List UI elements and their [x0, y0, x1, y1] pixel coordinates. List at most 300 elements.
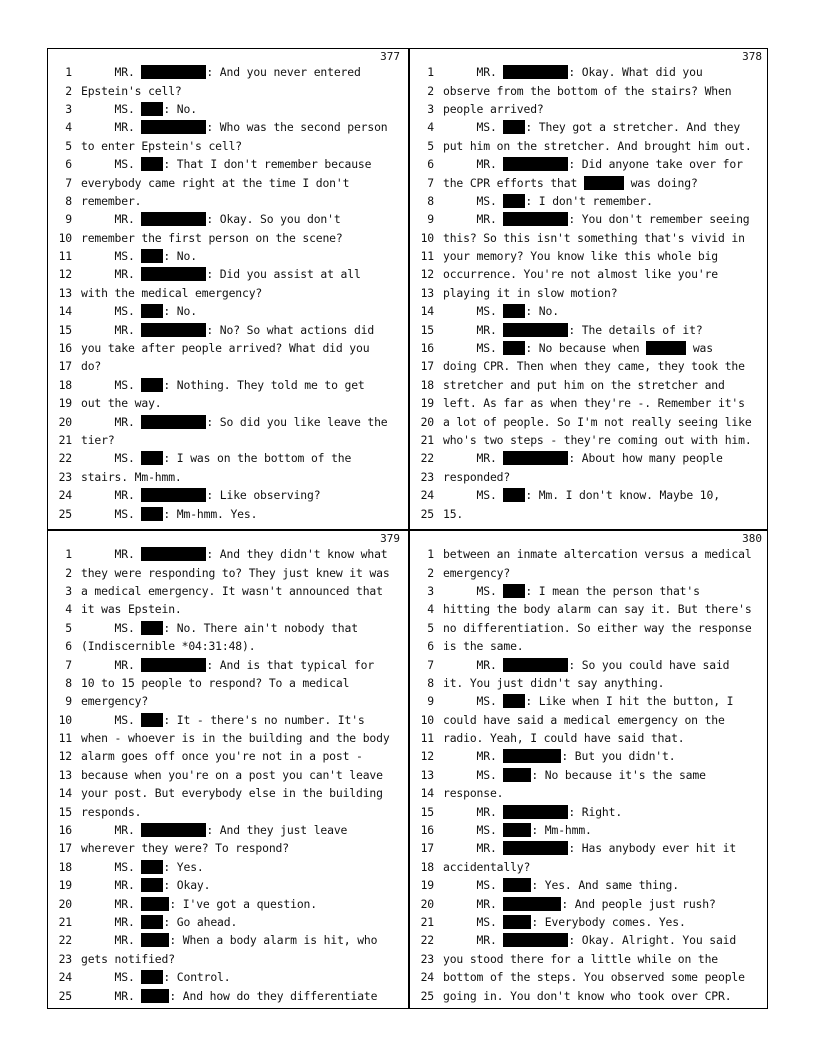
line-text: MS. : No because when was — [443, 341, 713, 356]
transcript-line — [410, 858, 768, 876]
line-text: responds. — [81, 804, 142, 819]
line-number: 17 — [58, 841, 72, 856]
transcript-line — [48, 637, 406, 655]
line-number: 4 — [427, 120, 434, 135]
line-number: 25 — [58, 988, 72, 1003]
line-number: 23 — [420, 469, 434, 484]
transcript-line — [410, 265, 768, 283]
transcript-line — [48, 486, 406, 504]
transcript-line — [48, 449, 406, 467]
redaction-box — [141, 249, 163, 263]
line-text: doing CPR. Then when they came, they took the — [443, 359, 745, 374]
transcript-line — [410, 600, 768, 618]
line-number: 1 — [427, 547, 434, 562]
line-text: MR. : You don't remember seeing — [443, 212, 750, 227]
transcript-line — [48, 137, 406, 155]
line-number: 21 — [58, 433, 72, 447]
transcript-line — [48, 968, 406, 986]
redaction-box — [141, 658, 206, 672]
line-text: MS. : It - there's no number. It's — [81, 712, 365, 727]
redaction-box — [503, 65, 568, 79]
line-number: 19 — [420, 878, 434, 893]
line-number: 14 — [58, 786, 72, 801]
line-text: MR. : Who was the second person — [81, 120, 388, 135]
transcript-page-377 — [48, 49, 406, 527]
line-text: radio. Yeah, I could have said that. — [443, 731, 685, 746]
transcript-line — [410, 302, 768, 320]
redaction-box — [141, 547, 206, 561]
line-text: could have said a medical emergency on the — [443, 712, 725, 727]
transcript-line — [410, 173, 768, 191]
transcript-line — [410, 563, 768, 581]
line-text: MS. : They got a stretcher. And they — [443, 120, 741, 135]
line-number: 10 — [420, 230, 434, 245]
line-number: 17 — [420, 359, 434, 374]
line-number: 21 — [420, 915, 434, 929]
transcript-line — [48, 913, 406, 931]
line-number: 4 — [427, 602, 434, 617]
redaction-box — [503, 694, 525, 708]
redaction-box — [141, 378, 163, 392]
transcript-line — [410, 504, 768, 522]
redaction-box — [141, 621, 163, 635]
transcript-line — [48, 674, 406, 692]
line-number: 15 — [420, 322, 434, 337]
line-number: 25 — [58, 506, 72, 521]
transcript-line — [410, 894, 768, 912]
line-text: put him on the stretcher. And brought him out. — [443, 138, 752, 153]
redaction-box — [503, 841, 568, 855]
line-number: 20 — [58, 896, 72, 911]
line-number: 1 — [65, 547, 72, 562]
line-number: 14 — [58, 304, 72, 319]
transcript-line — [410, 729, 768, 747]
redaction-box — [646, 341, 686, 355]
transcript-line — [48, 747, 406, 765]
line-number: 6 — [427, 639, 434, 654]
line-number: 11 — [58, 249, 72, 264]
line-text: accidentally? — [443, 859, 531, 874]
line-number: 8 — [65, 193, 72, 208]
redaction-box — [141, 488, 206, 502]
line-text: MR. : But you didn't. — [443, 749, 676, 764]
line-text: remember. — [81, 193, 142, 208]
line-text: out the way. — [81, 396, 162, 411]
transcript-line — [48, 265, 406, 283]
transcript-line — [410, 357, 768, 375]
line-text: everybody came right at the time I don't — [81, 175, 350, 190]
transcript-page-379 — [48, 531, 406, 1009]
line-number: 1 — [427, 65, 434, 80]
line-number: 5 — [427, 620, 434, 635]
redaction-box — [141, 915, 163, 929]
line-text: gets notified? — [81, 951, 175, 966]
line-text: MR. : Did you assist at all — [81, 267, 361, 282]
transcript-line — [48, 950, 406, 968]
line-text: MR. : And is that typical for — [81, 657, 375, 672]
redaction-box — [141, 212, 206, 226]
line-text: no differentiation. So either way the response — [443, 620, 752, 635]
page-lines — [48, 63, 406, 523]
line-text: MS. : No. — [81, 101, 197, 116]
transcript-line — [410, 210, 768, 228]
redaction-box — [141, 304, 163, 318]
line-text: MS. : I mean the person that's — [443, 583, 700, 598]
redaction-box — [503, 878, 531, 892]
transcript-line — [410, 931, 768, 949]
transcript-line — [48, 582, 406, 600]
line-text: emergency? — [81, 694, 149, 709]
line-text: MS. : That I don't remember because — [81, 157, 372, 172]
line-number: 16 — [58, 823, 72, 838]
transcript-line — [48, 468, 406, 486]
transcript-line — [48, 412, 406, 430]
line-number: 5 — [427, 138, 434, 153]
line-number: 9 — [65, 212, 72, 227]
transcript-line — [410, 229, 768, 247]
line-text: observe from the bottom of the stairs? When — [443, 83, 732, 98]
transcript-line — [410, 582, 768, 600]
line-number: 5 — [65, 620, 72, 635]
transcript-line — [410, 913, 768, 931]
line-number: 19 — [58, 878, 72, 893]
transcript-line — [48, 247, 406, 265]
line-number: 20 — [420, 896, 434, 911]
redaction-box — [503, 212, 568, 226]
line-number: 14 — [420, 304, 434, 319]
line-text: MR. : And they just leave — [81, 823, 348, 838]
page-lines — [410, 545, 768, 1005]
redaction-box — [141, 860, 163, 874]
transcript-line — [410, 320, 768, 338]
line-number: 1 — [65, 65, 72, 80]
transcript-line — [48, 339, 406, 357]
line-text: MS. : Yes. — [81, 859, 204, 874]
line-text: tier? — [81, 433, 115, 447]
transcript-line — [410, 63, 768, 81]
line-number: 18 — [420, 377, 434, 392]
line-number: 15 — [58, 322, 72, 337]
transcript-line — [48, 986, 406, 1004]
line-number: 15 — [58, 804, 72, 819]
transcript-line — [410, 821, 768, 839]
line-text: your memory? You know like this whole big — [443, 249, 719, 264]
line-number: 4 — [65, 602, 72, 617]
redaction-box — [503, 749, 561, 763]
transcript-line — [410, 431, 768, 449]
line-text: wherever they were? To respond? — [81, 841, 289, 856]
line-number: 18 — [58, 377, 72, 392]
line-text: MR. : So did you like leave the — [81, 414, 388, 429]
line-number: 6 — [65, 157, 72, 172]
redaction-box — [503, 915, 531, 929]
line-text: between an inmate altercation versus a medical — [443, 547, 752, 562]
line-text: MR. : And you never entered — [81, 65, 361, 80]
redaction-box — [141, 157, 163, 171]
line-number: 4 — [65, 120, 72, 135]
redaction-box — [141, 713, 163, 727]
line-text: MR. : When a body alarm is hit, who — [81, 933, 378, 948]
line-text: this? So this isn't something that's vivid in — [443, 230, 745, 245]
redaction-box — [503, 488, 525, 502]
transcript-line — [48, 931, 406, 949]
transcript-line — [48, 192, 406, 210]
line-text: MS. : Control. — [81, 970, 231, 985]
line-text: hitting the body alarm can say it. But there's — [443, 602, 752, 617]
line-number: 19 — [58, 396, 72, 411]
line-number: 22 — [58, 451, 72, 466]
transcript-line — [48, 839, 406, 857]
transcript-line — [48, 210, 406, 228]
line-text: MS. : Everybody comes. Yes. — [443, 915, 686, 929]
transcript-line — [410, 81, 768, 99]
line-number: 9 — [427, 694, 434, 709]
line-number: 7 — [65, 175, 72, 190]
line-number: 23 — [420, 951, 434, 966]
redaction-box — [141, 897, 169, 911]
line-number: 3 — [65, 101, 72, 116]
line-number: 12 — [420, 749, 434, 764]
line-text: MS. : I don't remember. — [443, 193, 653, 208]
transcript-line — [410, 766, 768, 784]
line-number: 3 — [427, 101, 434, 116]
page-lines — [48, 545, 406, 1005]
line-number: 10 — [58, 230, 72, 245]
redaction-box — [503, 323, 568, 337]
transcript-line — [48, 320, 406, 338]
line-text: a lot of people. So I'm not really seeing like — [443, 414, 752, 429]
line-text: occurrence. You're not almost like you're — [443, 267, 719, 282]
transcript-line — [48, 563, 406, 581]
redaction-box — [503, 768, 531, 782]
line-number: 18 — [420, 859, 434, 874]
line-text: 15. — [443, 506, 464, 521]
redaction-box — [503, 194, 525, 208]
line-text: it was Epstein. — [81, 602, 182, 617]
line-number: 10 — [58, 712, 72, 727]
line-text: with the medical emergency? — [81, 285, 263, 300]
line-number: 17 — [58, 359, 72, 374]
transcript-line — [48, 376, 406, 394]
line-number: 17 — [420, 841, 434, 856]
transcript-line — [410, 155, 768, 173]
line-text: MS. : Yes. And same thing. — [443, 878, 679, 893]
line-text: MR. : No? So what actions did — [81, 322, 375, 337]
line-number: 2 — [65, 565, 72, 580]
transcript-line — [48, 802, 406, 820]
redaction-box — [503, 897, 561, 911]
line-text: MR. : Okay. Alright. You said — [443, 933, 737, 948]
redaction-box — [141, 65, 206, 79]
line-text: MR. : Right. — [443, 804, 623, 819]
line-text: MS. : No because it's the same — [443, 767, 706, 782]
line-number: 11 — [58, 731, 72, 746]
transcript-line — [410, 619, 768, 637]
redaction-box — [584, 176, 624, 190]
transcript-line — [410, 486, 768, 504]
line-number: 24 — [420, 970, 434, 985]
line-number: 9 — [427, 212, 434, 227]
redaction-box — [141, 267, 206, 281]
line-number: 22 — [420, 451, 434, 466]
line-text: MR. : And people just rush? — [443, 896, 716, 911]
transcript-line — [48, 766, 406, 784]
redaction-box — [141, 507, 163, 521]
line-number: 6 — [65, 639, 72, 654]
line-number: 2 — [427, 83, 434, 98]
redaction-box — [503, 341, 525, 355]
transcript-page-378 — [410, 49, 768, 527]
page-number: 379 — [380, 532, 400, 545]
transcript-line — [48, 821, 406, 839]
line-number: 22 — [420, 933, 434, 948]
line-text: MR. : Okay. — [81, 878, 211, 893]
line-text: MS. : No. — [81, 249, 197, 264]
line-text: MR. : Okay. So you don't — [81, 212, 341, 227]
line-number: 12 — [420, 267, 434, 282]
transcript-line — [410, 376, 768, 394]
line-number: 13 — [58, 285, 72, 300]
line-number: 7 — [65, 657, 72, 672]
line-text: stretcher and put him on the stretcher and — [443, 377, 725, 392]
transcript-line — [410, 100, 768, 118]
redaction-box — [141, 878, 163, 892]
line-number: 21 — [58, 915, 72, 929]
line-text: MS. : No. — [81, 304, 197, 319]
line-text: left. As far as when they're -. Remember it's — [443, 396, 745, 411]
transcript-line — [48, 155, 406, 173]
line-text: (Indiscernible *04:31:48). — [81, 639, 256, 654]
transcript-line — [410, 545, 768, 563]
line-number: 20 — [58, 414, 72, 429]
transcript-sheet — [47, 48, 768, 1009]
line-number: 20 — [420, 414, 434, 429]
line-number: 22 — [58, 933, 72, 948]
line-number: 23 — [58, 951, 72, 966]
line-number: 19 — [420, 396, 434, 411]
transcript-line — [410, 711, 768, 729]
line-text: stairs. Mm-hmm. — [81, 469, 182, 484]
line-text: a medical emergency. It wasn't announced that — [81, 583, 383, 598]
transcript-line — [410, 247, 768, 265]
line-text: MR. : Did anyone take over for — [443, 157, 743, 172]
transcript-line — [410, 655, 768, 673]
line-number: 5 — [65, 138, 72, 153]
transcript-line — [410, 692, 768, 710]
line-text: is the same. — [443, 639, 524, 654]
line-number: 3 — [427, 583, 434, 598]
line-number: 25 — [420, 506, 434, 521]
page-number: 378 — [742, 50, 762, 63]
line-number: 13 — [58, 767, 72, 782]
redaction-box — [141, 970, 163, 984]
redaction-box — [141, 823, 206, 837]
line-number: 12 — [58, 749, 72, 764]
line-number: 7 — [427, 175, 434, 190]
line-text: emergency? — [443, 565, 511, 580]
transcript-line — [48, 711, 406, 729]
transcript-line — [410, 449, 768, 467]
transcript-line — [410, 137, 768, 155]
transcript-line — [410, 284, 768, 302]
transcript-line — [48, 784, 406, 802]
line-number: 6 — [427, 157, 434, 172]
line-text: who's two steps - they're coming out with him. — [443, 433, 752, 447]
transcript-line — [410, 839, 768, 857]
transcript-line — [410, 468, 768, 486]
transcript-line — [48, 357, 406, 375]
transcript-line — [48, 394, 406, 412]
line-number: 16 — [58, 341, 72, 356]
line-text: you take after people arrived? What did you — [81, 341, 370, 356]
line-number: 23 — [58, 469, 72, 484]
transcript-line — [410, 339, 768, 357]
redaction-box — [503, 304, 525, 318]
redaction-box — [503, 157, 568, 171]
line-number: 25 — [420, 988, 434, 1003]
transcript-line — [48, 504, 406, 522]
transcript-line — [48, 655, 406, 673]
transcript-line — [48, 692, 406, 710]
redaction-box — [141, 120, 206, 134]
line-text: MR. : Like observing? — [81, 488, 321, 503]
line-text: MS. : Mm. I don't know. Maybe 10, — [443, 488, 720, 503]
transcript-line — [410, 784, 768, 802]
line-text: MR. : Okay. What did you — [443, 65, 703, 80]
redaction-box — [141, 102, 163, 116]
transcript-line — [410, 118, 768, 136]
line-text: MR. : So you could have said — [443, 657, 730, 672]
line-number: 9 — [65, 694, 72, 709]
transcript-line — [410, 192, 768, 210]
transcript-line — [48, 894, 406, 912]
transcript-line — [410, 802, 768, 820]
line-text: playing it in slow motion? — [443, 285, 618, 300]
transcript-line — [48, 118, 406, 136]
transcript-line — [48, 729, 406, 747]
line-text: when - whoever is in the building and the body — [81, 731, 390, 746]
line-text: responded? — [443, 469, 511, 484]
line-number: 18 — [58, 859, 72, 874]
transcript-line — [48, 63, 406, 81]
line-number: 2 — [427, 565, 434, 580]
line-number: 12 — [58, 267, 72, 282]
line-text: MS. : Mm-hmm. — [443, 823, 592, 838]
line-number: 16 — [420, 341, 434, 356]
line-text: do? — [81, 359, 102, 374]
line-text: MR. : And they didn't know what — [81, 547, 388, 562]
redaction-box — [141, 451, 163, 465]
transcript-line — [410, 747, 768, 765]
line-text: MR. : Has anybody ever hit it — [443, 841, 737, 856]
transcript-line — [48, 545, 406, 563]
line-text: your post. But everybody else in the building — [81, 786, 383, 801]
line-number: 24 — [58, 970, 72, 985]
line-text: MR. : Go ahead. — [81, 915, 238, 929]
line-text: MS. : No. — [443, 304, 559, 319]
redaction-box — [503, 120, 525, 134]
transcript-line — [48, 619, 406, 637]
line-number: 21 — [420, 433, 434, 447]
line-text: MR. : The details of it? — [443, 322, 703, 337]
transcript-line — [48, 431, 406, 449]
transcript-page-380 — [410, 531, 768, 1009]
line-number: 7 — [427, 657, 434, 672]
transcript-line — [48, 100, 406, 118]
line-number: 8 — [427, 193, 434, 208]
line-number: 24 — [58, 488, 72, 503]
transcript-line — [48, 600, 406, 618]
